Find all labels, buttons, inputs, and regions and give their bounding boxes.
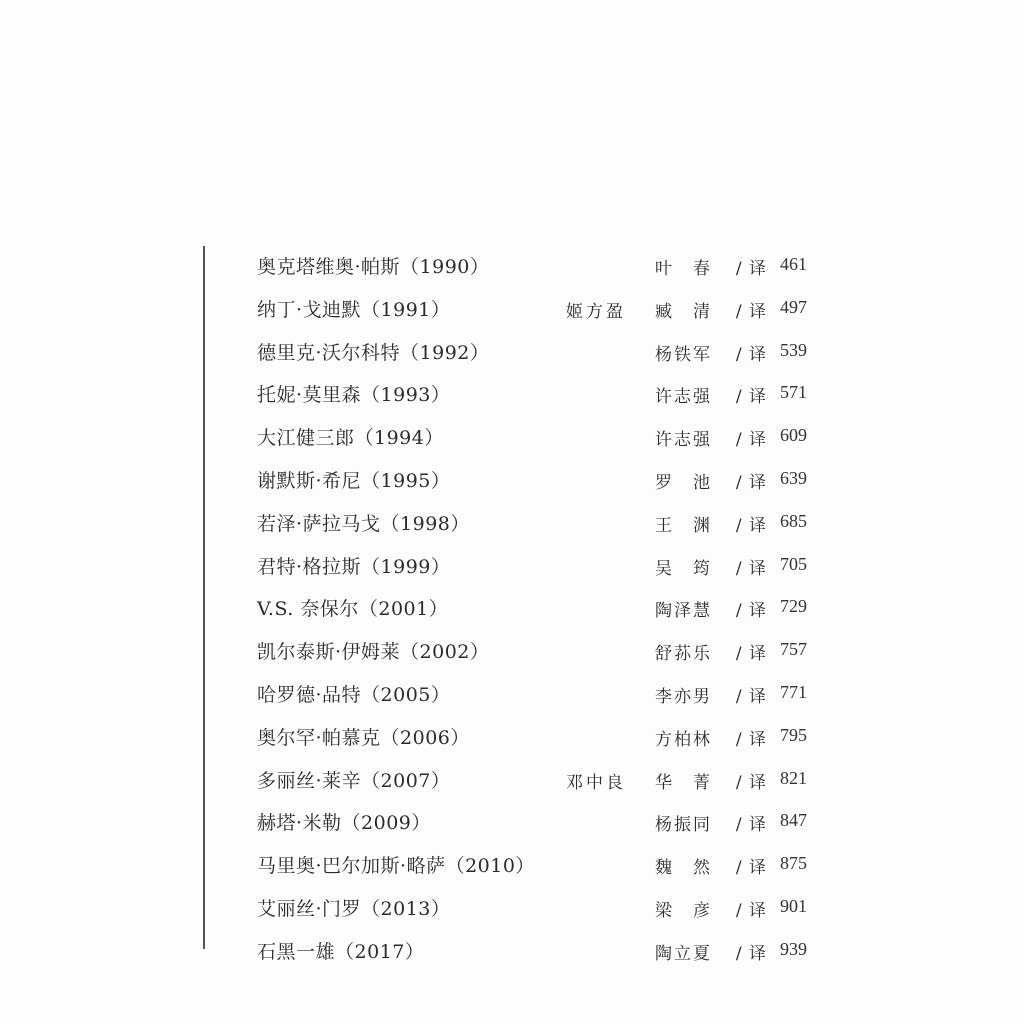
entry-translator [655,853,767,878]
entry-title: 托妮·莫里森（1993） [257,384,451,407]
translator-suffix: / 译 [735,259,767,279]
entry-page-number: 901 [780,895,807,916]
translator-name: 杨振同 [655,815,712,836]
toc-entry [0,287,1024,330]
entry-co-translator: 姬方盈 [566,301,626,322]
translator-suffix: / 译 [735,515,767,536]
translator-name: 陶立夏 [655,943,712,964]
translator-suffix: / 译 [735,644,767,665]
translator-name: 梁 彦 [655,900,712,921]
entry-page-number: 757 [780,639,807,660]
entry-title: 若泽·萨拉马戈（1998） [257,512,470,535]
entry-title: 谢默斯·希尼（1995） [257,469,451,492]
toc-entry [0,886,1024,929]
entry-translator [655,468,767,493]
entry-title: 哈罗德·品特（2005） [257,683,451,706]
entry-translator [655,382,767,407]
toc-entry [0,544,1024,587]
entry-title: 石黑一雄（2017） [257,940,425,963]
entry-title: 奥尔罕·帕慕克（2006） [257,726,470,749]
translator-suffix: / 译 [735,900,767,921]
entry-page-number: 571 [780,382,807,403]
entry-page-number: 639 [780,467,807,488]
translator-name: 陶泽慧 [655,601,712,622]
translator-suffix: / 译 [735,344,767,365]
entry-translator [655,596,767,621]
translator-suffix: / 译 [735,301,767,322]
translator-suffix: / 译 [735,815,767,836]
translator-suffix: / 译 [735,772,767,793]
translator-name: 臧 清 [655,301,712,322]
entry-translator [655,639,767,664]
toc-entry [0,330,1024,373]
toc-entry [0,372,1024,415]
translator-name: 方柏林 [655,729,712,750]
toc-entry [0,244,1024,287]
entry-translator [655,297,767,322]
translator-suffix: / 译 [735,858,767,879]
toc-entry [0,672,1024,715]
entry-page-number: 875 [780,853,807,874]
translator-suffix: / 译 [735,430,767,451]
toc-entry [0,843,1024,886]
entry-title: 马里奥·巴尔加斯·略萨（2010） [257,855,535,878]
translator-suffix: / 译 [735,943,767,964]
entry-translator [655,682,767,707]
entry-page-number: 847 [780,810,807,831]
translator-name: 王 渊 [655,515,712,536]
toc-entry [0,929,1024,972]
toc-entry [0,415,1024,458]
table-of-contents [0,244,1024,972]
translator-name: 叶 春 [655,259,712,279]
translator-name: 许志强 [655,430,712,451]
entry-title: 多丽丝·莱辛（2007） [257,769,451,792]
translator-name: 华 菁 [655,772,712,793]
entry-title: 凯尔泰斯·伊姆莱（2002） [257,641,490,664]
translator-name: 魏 然 [655,858,712,879]
entry-title: 纳丁·戈迪默（1991） [257,298,451,321]
entry-translator [655,254,767,279]
entry-translator [655,939,767,964]
entry-page-number: 771 [780,681,807,702]
toc-entry [0,800,1024,843]
toc-entry [0,501,1024,544]
entry-translator [655,896,767,921]
toc-entry [0,758,1024,801]
entry-translator [655,725,767,750]
entry-page-number: 497 [780,296,807,317]
entry-page-number: 461 [780,254,807,274]
toc-entry [0,458,1024,501]
translator-suffix: / 译 [735,472,767,493]
entry-translator [655,425,767,450]
entry-title: 奥克塔维奥·帕斯（1990） [257,256,490,278]
entry-translator [655,554,767,579]
toc-entry [0,586,1024,629]
entry-title: 大江健三郎（1994） [257,427,444,450]
translator-suffix: / 译 [735,686,767,707]
entry-page-number: 795 [780,724,807,745]
entry-page-number: 609 [780,425,807,446]
translator-name: 罗 池 [655,472,712,493]
entry-translator [655,511,767,536]
entry-page-number: 685 [780,510,807,531]
translator-suffix: / 译 [735,601,767,622]
entry-title: V.S. 奈保尔（2001） [257,598,449,621]
translator-name: 吴 筠 [655,558,712,579]
entry-page-number: 705 [780,553,807,574]
translator-name: 杨铁军 [655,344,712,365]
entry-page-number: 729 [780,596,807,617]
entry-title: 艾丽丝·门罗（2013） [257,897,451,920]
entry-page-number: 539 [780,339,807,360]
entry-title: 德里克·沃尔科特（1992） [257,341,490,364]
entry-translator [655,340,767,365]
entry-co-translator: 邓中良 [566,772,626,793]
toc-entry [0,629,1024,672]
translator-suffix: / 译 [735,387,767,408]
entry-title: 君特·格拉斯（1999） [257,555,451,578]
toc-entry [0,715,1024,758]
entry-translator [655,810,767,835]
entry-page-number: 821 [780,767,807,788]
translator-name: 李亦男 [655,686,712,707]
translator-name: 许志强 [655,387,712,408]
entry-translator [655,768,767,793]
translator-suffix: / 译 [735,729,767,750]
translator-name: 舒荪乐 [655,644,712,665]
entry-title: 赫塔·米勒（2009） [257,812,431,835]
translator-suffix: / 译 [735,558,767,579]
entry-page-number: 939 [780,938,807,959]
